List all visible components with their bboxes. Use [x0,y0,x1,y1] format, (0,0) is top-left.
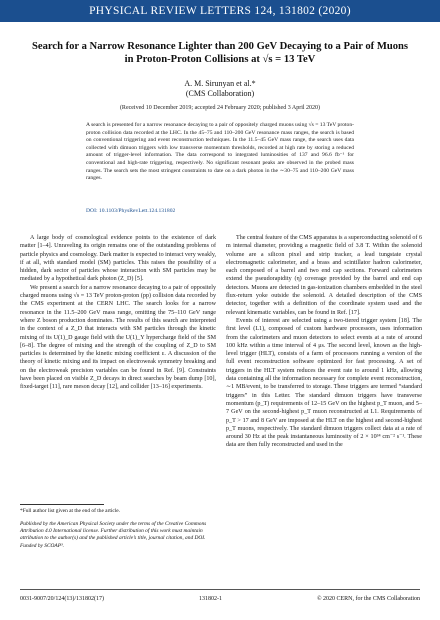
article-title: Search for a Narrow Resonance Lighter than 200 GeV Decaying to a Pair of Muons in Proton-Proton Collisions at √s = 13 TeV [31,41,409,65]
doi-link[interactable]: DOI: 10.1103/PhysRevLett.124.131802 [86,208,176,214]
footnote-divider [20,504,104,505]
footer-code: 0031-9007/20/124(13)/131802(17) [20,596,104,602]
footer-rule [20,589,420,590]
journal-header: PHYSICAL REVIEW LETTERS 124, 131802 (2020) [0,0,440,22]
license-statement: Published by the American Physical Society under the terms of the Creative Commons Attribution 4.0 International license. Further distribution of this work must maintain attribution to the author(s) and the published article’s title, journal citation, and DOI. Funded by SCOAP³. [20,521,207,549]
page-number: 131802-1 [198,596,222,602]
right-column [226,234,422,450]
paragraph-4: Events of interest are selected using a two-tiered trigger system [18]. The first level (L1), composed of custom hardware processors, uses information from the calorimeters and muon detectors to select events at a rate of around 100 kHz within a time interval of 4 μs. The second level, known as the high-level trigger (HLT), consists of a farm of processors running a version of the full event reconstruction software optimized for fast processing. A set of triggers in the HLT system reduces the event rate to around 1 kHz, allowing data containing all the information necessary for complete event reconstruction, ∼1 MB/event, to be transferred to storage. These triggers are termed “standard triggers” in this Letter. The standard dimuon triggers have transverse momentum (p_T) requirements of 12–15 GeV on the highest p_T muon, and 5–7 GeV on the second-highest p_T muon reconstructed at L1. Requirements of p_T > 17 and 8 GeV are imposed at the HLT on the highest and second-highest p_T muons, respectively. The standard dimuon triggers collect data at a rate of around 30 Hz at the peak instantaneous luminosity of 2 × 10³⁴ cm⁻² s⁻¹. These data are then fully reconstructed and used in the [226,317,422,449]
abstract: A search is presented for a narrow resonance decaying to a pair of oppositely charged muons using √s = 13 TeV proton-proton collision data recorded at the LHC. In the 45–75 and 110–200 GeV resonance mass ranges, the search is based on conventional triggering and event reconstruction techniques. In the 11.5–45 GeV mass range, the search uses data collected with dimuon triggers with low transverse momentum thresholds, recorded at high rate by storing a reduced amount of trigger-level information. The data correspond to integrated luminosities of 137 and 96.6 fb⁻¹ for conventional and high-rate triggering, respectively. No significant resonant peaks are observed in the probed mass ranges. The search sets the most stringent constraints to date on a dark photon in the ∼30–75 and 110–200 GeV mass ranges. [86,122,354,182]
author-name[interactable]: A. M. Sirunyan et al.* [184,79,256,88]
paragraph-3: The central feature of the CMS apparatus is a superconducting solenoid of 6 m internal diameter, providing a magnetic field of 3.8 T. Within the solenoid volume are a silicon pixel and strip tracker, a lead tungstate crystal electromagnetic calorimeter, and a brass and scintillator hadron calorimeter, each composed of a barrel and two end cap sections. Forward calorimeters extend the pseudorapidity (η) coverage provided by the barrel and end cap detectors. Muons are detected in gas-ionization chambers embedded in the steel flux-return yoke outside the solenoid. A detailed description of the CMS detector, together with a definition of the coordinate system used and the relevant kinematic variables, can be found in Ref. [17]. [226,235,422,316]
received-dates: (Received 10 December 2019; accepted 24 February 2020; published 3 April 2020) [119,105,321,111]
collaboration-name: (CMS Collaboration) [185,89,255,98]
copyright: © 2020 CERN, for the CMS Collaboration [316,596,420,602]
paragraph-2: We present a search for a narrow resonance decaying to a pair of oppositely charged muons using √s = 13 TeV proton-proton (pp) collision data recorded by the CMS experiment at the CERN LHC. The search looks for a narrow resonance in the 11.5–200 GeV mass range, omitting the 75–110 GeV range where Z boson production dominates. The results of this search are interpreted in the context of a Z_D that interacts with SM particles through the kinetic mixing of its U(1)_D gauge field with the U(1)_Y hypercharge field of the SM [6–8]. The degree of mixing and the strength of the coupling of Z_D to SM particles is determined by the kinetic mixing coefficient ε. A discussion of the theory of kinetic mixing and its impact on electroweak symmetry breaking and on the electroweak precision variables can be found in Ref. [9]. Constraints have been placed on visible Z_D decays in direct searches by beam dump [10], fixed-target [11], rare meson decay [12], and collider [13–16] experiments. [20,284,216,391]
paragraph-1: A large body of cosmological evidence points to the existence of dark matter [1–4]. Unraveling its origin remains one of the outstanding problems of particle physics and cosmology. Dark matter is expected to interact very weakly, if at all, with standard model (SM) particles. This raises the possibility of a hidden, dark sector of particles whose interaction with SM particles may be mediated by a hypothetical dark photon (Z_D) [5]. [20,235,217,283]
author-footnote: *Full author list given at the end of the article. [20,508,121,514]
author-block [0,79,440,99]
page-footer [20,596,420,602]
left-column [20,234,216,392]
